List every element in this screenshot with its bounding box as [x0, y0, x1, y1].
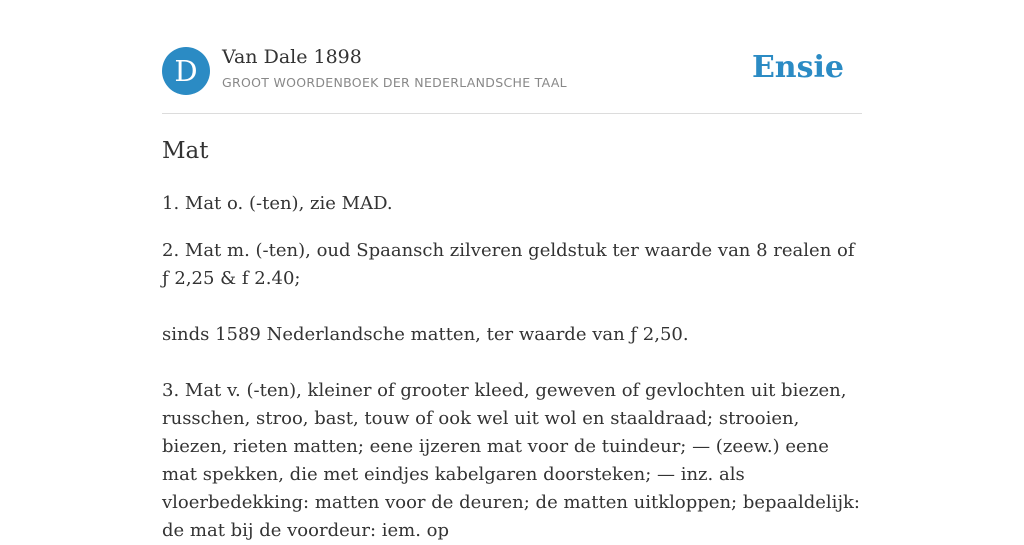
definition-2-note: sinds 1589 Nederlandsche matten, ter waarde van ƒ 2,50.	[162, 324, 689, 345]
definition-2: 2. Mat m. (-ten), oud Spaansch zilveren geldstuk ter waarde van 8 realen of ƒ 2,25 & f 2.40;	[162, 240, 855, 289]
page-container	[162, 0, 862, 541]
ensie-brand-logo[interactable]: Ensie	[751, 50, 844, 85]
dictionary-title[interactable]: Van Dale 1898	[222, 46, 362, 68]
dictionary-subtitle: GROOT WOORDENBOEK DER NEDERLANDSCHE TAAL	[222, 75, 567, 90]
definition-1: 1. Mat o. (-ten), zie MAD.	[162, 193, 393, 214]
site-header	[162, 0, 862, 114]
definition-3: 3. Mat v. (-ten), kleiner of grooter kleed, geweven of gevlochten uit biezen, russchen, stroo, bast, touw of ook wel uit wol en staaldraad; strooien, biezen, rieten matten; eene ijzeren mat voor de tuindeur; — (zeew.) eene mat spekken, die met eindjes kabelgaren doorsteken; — inz. als vloerbedekking: matten voor de deuren; de matten uitkloppen; bepaaldelijk: de mat bij de voordeur: iem. op	[162, 380, 860, 541]
dictionary-logo[interactable]: D	[162, 47, 210, 95]
entry-headword: Mat	[162, 138, 209, 164]
